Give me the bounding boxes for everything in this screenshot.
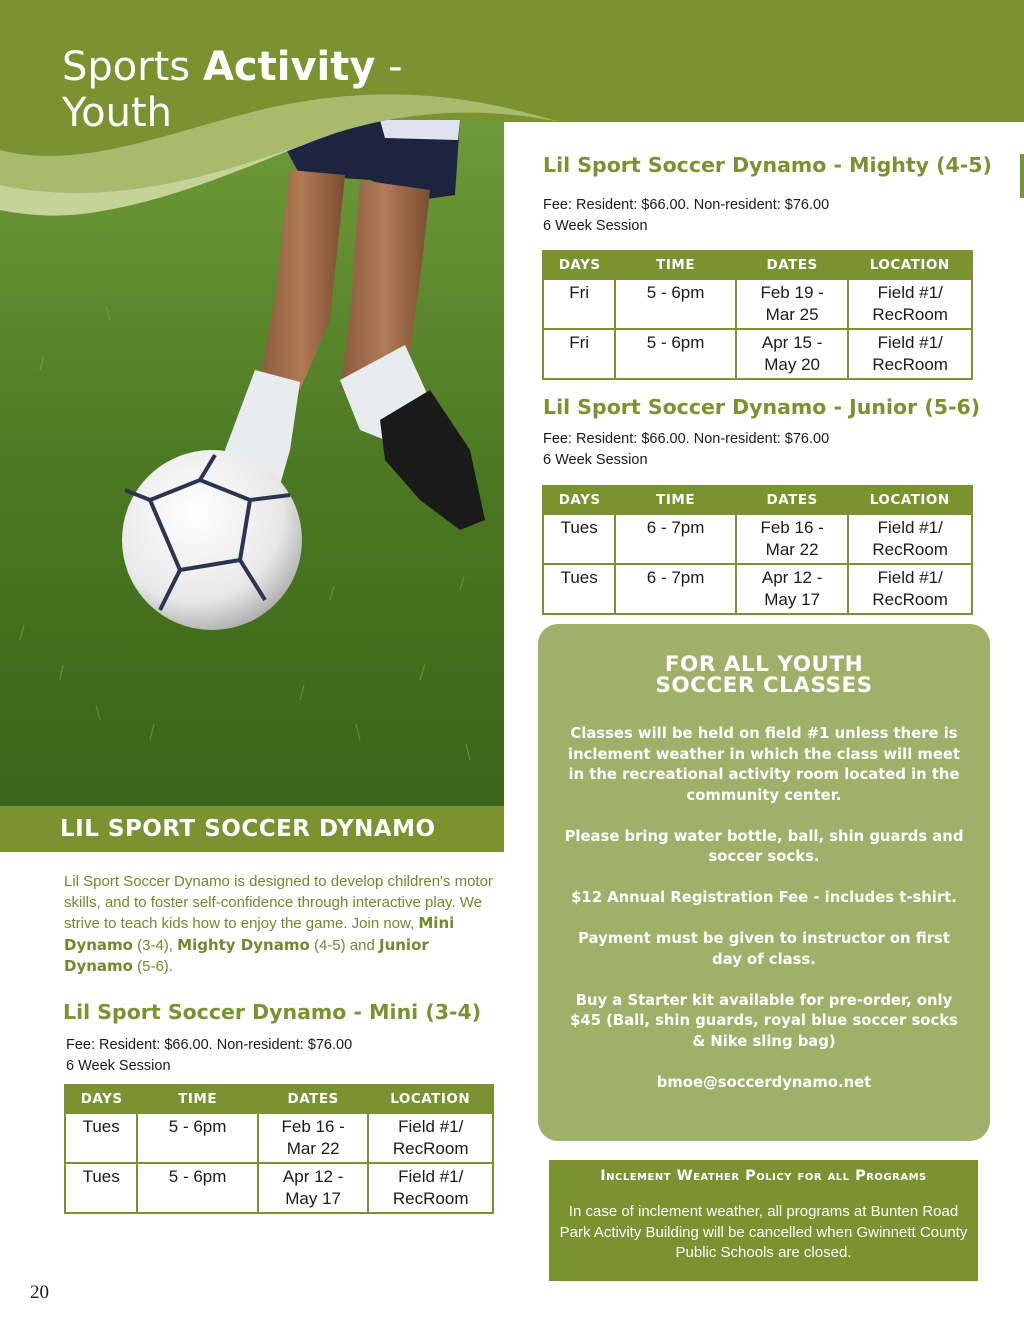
mighty-schedule-table: [542, 250, 973, 380]
title-line2: Youth: [62, 90, 172, 136]
header-dates: DATES: [258, 1085, 369, 1113]
cell-location: [848, 329, 972, 379]
cell-time: 5 - 6pm: [615, 279, 736, 329]
location-line2: RecRoom: [392, 1189, 469, 1208]
dates-end: May 17: [285, 1189, 342, 1208]
youth-classes-info-box: [538, 624, 990, 1141]
location-line2: RecRoom: [872, 305, 948, 324]
location-line1: Field #1/: [877, 283, 943, 302]
cell-time: 6 - 7pm: [615, 564, 736, 614]
mini-fee: Fee: Resident: $66.00. Non-resident: $76.00: [66, 1037, 353, 1053]
cell-time: 5 - 6pm: [615, 329, 736, 379]
header-dates: DATES: [736, 251, 849, 279]
mini-fee-block: [66, 1035, 352, 1076]
intro-mini-name: Mini Dynamo: [64, 914, 455, 954]
dates-end: Mar 22: [286, 1139, 340, 1158]
cell-dates: [736, 279, 849, 329]
cell-dates: [258, 1113, 369, 1163]
intro-junior-age: (5-6).: [132, 958, 173, 975]
info-box-title: [538, 654, 990, 696]
dates-end: May 17: [764, 590, 820, 609]
mighty-program-title: Lil Sport Soccer Dynamo - Mighty (4-5): [543, 153, 992, 177]
cell-time: 6 - 7pm: [615, 514, 736, 564]
location-line2: RecRoom: [872, 540, 948, 559]
cell-days: Tues: [65, 1163, 137, 1213]
dates-start: Feb 16 -: [281, 1117, 345, 1136]
page-number: 20: [30, 1282, 49, 1303]
header-days: DAYS: [65, 1085, 137, 1113]
cell-days: Tues: [65, 1113, 137, 1163]
location-line1: Field #1/: [398, 1167, 464, 1186]
dates-start: Apr 12 -: [282, 1167, 344, 1186]
cell-location: [848, 564, 972, 614]
section-heading: LIL SPORT SOCCER DYNAMO: [0, 806, 504, 852]
location-line1: Field #1/: [877, 518, 943, 537]
table-row: [543, 329, 972, 379]
info-box-body: [564, 724, 964, 1093]
mini-session: 6 Week Session: [66, 1057, 171, 1074]
header-time: TIME: [615, 251, 736, 279]
intro-junior-name: Junior Dynamo: [64, 935, 429, 975]
info-paragraph-fee: $12 Annual Registration Fee - includes t-shirt.: [571, 889, 957, 906]
cell-dates: [736, 514, 849, 564]
table-header-row: [65, 1085, 493, 1113]
info-paragraph-location: Classes will be held on field #1 unless there is inclement weather in which the class will meet in the recreational activity room located in the community center.: [568, 725, 960, 804]
table-header-row: [543, 486, 972, 514]
title-bold: Activity: [202, 44, 376, 90]
location-line1: Field #1/: [398, 1117, 464, 1136]
table-header-row: [543, 251, 972, 279]
cell-location: [848, 279, 972, 329]
cell-time: 5 - 6pm: [137, 1163, 258, 1213]
mighty-fee: Fee: Resident: $66.00. Non-resident: $76.00: [543, 197, 830, 213]
policy-body: In case of inclement weather, all programs at Bunten Road Park Activity Building will be cancelled when Gwinnett County Public Schools are closed.: [559, 1203, 968, 1261]
info-title-line2: SOCCER CLASSES: [655, 673, 873, 698]
mighty-session: 6 Week Session: [543, 217, 648, 234]
title-dash: -: [388, 44, 403, 90]
contact-email-link[interactable]: bmoe@soccerdynamo.net: [656, 1073, 872, 1091]
dates-end: Mar 22: [765, 540, 819, 559]
info-paragraph-payment: Payment must be given to instructor on first day of class.: [578, 930, 950, 968]
junior-session: 6 Week Session: [543, 451, 648, 468]
inclement-weather-policy-box: [549, 1160, 978, 1281]
intro-paragraph: [64, 872, 494, 978]
page-edge-marker: [1020, 154, 1024, 198]
policy-title: Inclement Weather Policy for all Programs: [600, 1168, 927, 1184]
dates-start: Apr 15 -: [761, 333, 823, 352]
table-row: [65, 1163, 493, 1213]
cell-days: Fri: [543, 329, 615, 379]
location-line1: Field #1/: [877, 333, 943, 352]
header-location: LOCATION: [848, 486, 972, 514]
cell-location: [368, 1113, 493, 1163]
mini-program-title: Lil Sport Soccer Dynamo - Mini (3-4): [63, 1000, 482, 1024]
intro-mighty-age: (4-5) and: [309, 936, 379, 954]
mighty-fee-block: [543, 195, 829, 236]
location-line2: RecRoom: [872, 590, 948, 609]
page-title: [62, 44, 403, 136]
intro-mighty-name: Mighty Dynamo: [177, 935, 310, 954]
cell-location: [368, 1163, 493, 1213]
location-line1: Field #1/: [877, 568, 943, 587]
cell-dates: [736, 564, 849, 614]
table-row: [543, 564, 972, 614]
location-line2: RecRoom: [392, 1139, 469, 1158]
cell-dates: [258, 1163, 369, 1213]
table-row: [543, 514, 972, 564]
junior-schedule-table: [542, 485, 973, 615]
cell-dates: [736, 329, 849, 379]
cell-location: [848, 514, 972, 564]
junior-program-title: Lil Sport Soccer Dynamo - Junior (5-6): [543, 395, 981, 419]
table-row: [65, 1113, 493, 1163]
cell-time: 5 - 6pm: [137, 1113, 258, 1163]
table-row: [543, 279, 972, 329]
info-title-line1: FOR ALL YOUTH: [664, 652, 864, 677]
cell-days: Fri: [543, 279, 615, 329]
intro-text: Lil Sport Soccer Dynamo is designed to develop children's motor skills, and to foster self-confidence through interactive play. We strive to teach kids how to enjoy the game. Join now,: [64, 873, 493, 932]
mini-schedule-table: [64, 1084, 494, 1214]
header-time: TIME: [137, 1085, 258, 1113]
info-paragraph-starter-kit: Buy a Starter kit available for pre-order, only $45 (Ball, shin guards, royal blue soccer socks & Nike sling bag): [570, 991, 958, 1050]
junior-fee: Fee: Resident: $66.00. Non-resident: $76.00: [543, 431, 830, 447]
header-location: LOCATION: [368, 1085, 493, 1113]
intro-mini-age: (3-4),: [132, 936, 178, 954]
header-days: DAYS: [543, 486, 615, 514]
location-line2: RecRoom: [872, 355, 948, 374]
title-light: Sports: [62, 44, 191, 90]
header-dates: DATES: [736, 486, 849, 514]
header-days: DAYS: [543, 251, 615, 279]
header-location: LOCATION: [848, 251, 972, 279]
header-time: TIME: [615, 486, 736, 514]
dates-start: Feb 16 -: [760, 518, 824, 537]
dates-end: Mar 25: [765, 305, 819, 324]
dates-start: Apr 12 -: [761, 568, 823, 587]
dates-start: Feb 19 -: [760, 283, 824, 302]
junior-fee-block: [543, 429, 829, 470]
dates-end: May 20: [764, 355, 820, 374]
cell-days: Tues: [543, 514, 615, 564]
info-paragraph-bring: Please bring water bottle, ball, shin guards and soccer socks.: [564, 827, 964, 865]
cell-days: Tues: [543, 564, 615, 614]
